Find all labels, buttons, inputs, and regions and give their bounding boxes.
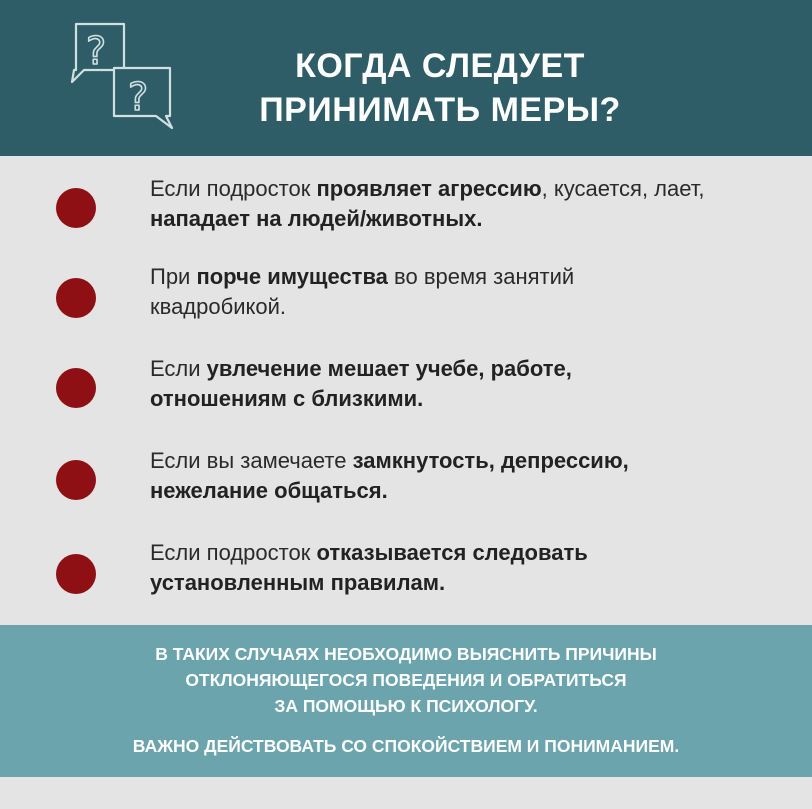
footer-line-4: ВАЖНО ДЕЙСТВОВАТЬ СО СПОКОЙСТВИЕМ И ПОНИМАНИЕМ. [132,736,680,756]
bullet-dot [56,460,96,500]
item-text-bold: увлечение мешает учебе, работе, отношениям с близкими. [150,356,572,411]
bottom-strip [0,777,812,809]
list-item [0,538,812,608]
item-text-bold: проявляет агрессию [316,176,542,201]
bullet-dot [56,554,96,594]
item-text [150,446,730,506]
item-text-bold: нападает на людей/животных. [150,206,483,231]
item-text-segment: во время занятий квадробикой. [150,264,575,319]
svg-text:?: ? [86,29,107,73]
bullet-dot [56,278,96,318]
header-banner [0,0,812,156]
item-text [150,262,670,322]
item-text-bold: отказывается следовать установленным правилам. [150,540,588,595]
item-text-bold: замкнутость, депрессию, нежелание общаться. [150,448,629,503]
item-text-segment: Если [150,356,207,381]
list-item [0,354,812,424]
footer-line-2: ОТКЛОНЯЮЩЕГОСЯ ПОВЕДЕНИЯ И ОБРАТИТЬСЯ [185,670,627,690]
title-line-1: КОГДА СЛЕДУЕТ [295,47,585,85]
bullet-dot [56,368,96,408]
item-text [150,354,650,414]
item-text [150,174,770,234]
list-item [0,172,812,242]
footer-banner [0,625,812,777]
item-text-bold: порче имущества [196,264,388,289]
footer-note [40,733,772,759]
list-item [0,262,812,332]
title-line-2: ПРИНИМАТЬ МЕРЫ? [259,91,621,129]
page-title [230,44,650,132]
item-text [150,538,690,598]
item-text-segment: , кусается, лает, [541,176,705,201]
footer-line-3: ЗА ПОМОЩЬЮ К ПСИХОЛОГУ. [274,696,538,716]
item-text-segment: Если подросток [150,540,317,565]
bullet-dot [56,188,96,228]
footer-advice [40,641,772,719]
item-text-segment: Если вы замечаете [150,448,353,473]
list-item [0,448,812,518]
item-text-segment: Если подросток [150,176,317,201]
question-bubbles-icon [62,20,180,132]
footer-line-1: В ТАКИХ СЛУЧАЯХ НЕОБХОДИМО ВЫЯСНИТЬ ПРИЧИНЫ [155,644,657,664]
item-text-segment: При [150,264,197,289]
svg-text:?: ? [128,75,149,119]
